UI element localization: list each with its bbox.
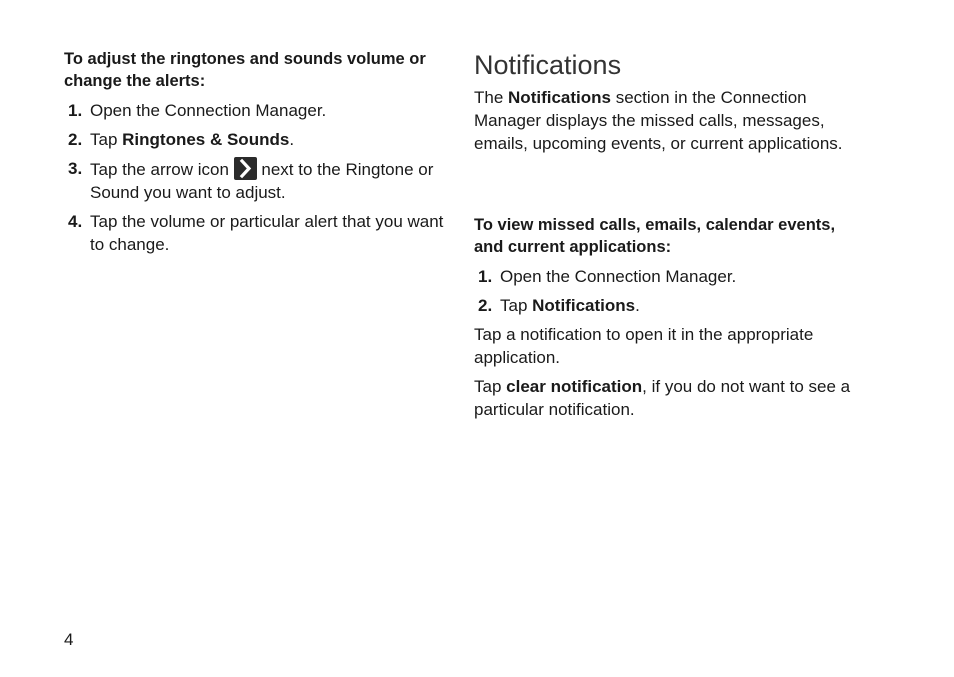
list-item bbox=[474, 294, 864, 317]
intro-pre: The bbox=[474, 88, 509, 107]
step-number: 2. bbox=[68, 130, 83, 149]
step-number: 3. bbox=[68, 159, 83, 178]
page-number: 4 bbox=[64, 630, 74, 649]
clear-notification-label: clear notification bbox=[506, 377, 643, 396]
chevron-right-icon bbox=[234, 157, 257, 180]
ringtones-steps bbox=[64, 99, 444, 262]
clear-notification-paragraph bbox=[474, 375, 864, 421]
page-title: Notifications bbox=[474, 50, 622, 80]
list-item bbox=[64, 210, 444, 256]
step-text: Open the Connection Manager. bbox=[500, 267, 737, 286]
step-text: Open the Connection Manager. bbox=[90, 101, 327, 120]
step-text-post: next to the Ringtone or Sound you want to adjust. bbox=[90, 160, 434, 202]
notifications-label: Notifications bbox=[508, 88, 611, 107]
step-text: Tap the volume or particular alert that you want to change. bbox=[90, 212, 444, 254]
para2-pre: Tap bbox=[474, 377, 507, 396]
list-item bbox=[474, 265, 864, 288]
ringtones-sounds-label: Ringtones & Sounds bbox=[122, 130, 290, 149]
step-text-post: . bbox=[289, 130, 295, 149]
step-number: 4. bbox=[68, 212, 83, 231]
step-number: 2. bbox=[478, 296, 493, 315]
step-number: 1. bbox=[478, 267, 493, 286]
open-notification-paragraph: Tap a notification to open it in the appropriate application. bbox=[474, 325, 814, 367]
para2-post: , if you do not want to see a particular notification. bbox=[474, 377, 851, 419]
list-item bbox=[64, 128, 444, 151]
step-text-pre: Tap the arrow icon bbox=[90, 160, 234, 179]
notifications-intro bbox=[474, 86, 864, 155]
notifications-label: Notifications bbox=[532, 296, 636, 315]
intro-post: section in the Connection Manager displays the missed calls, messages, emails, upcoming events, or current applications. bbox=[474, 88, 843, 153]
notifications-steps bbox=[474, 265, 864, 323]
ringtones-subheading: To adjust the ringtones and sounds volume or change the alerts: bbox=[64, 50, 426, 90]
step-number: 1. bbox=[68, 101, 83, 120]
step-text-pre: Tap bbox=[500, 296, 533, 315]
list-item bbox=[64, 99, 444, 122]
step-text-post: . bbox=[635, 296, 640, 315]
step-text-pre: Tap bbox=[90, 130, 123, 149]
list-item bbox=[64, 157, 444, 204]
notifications-subheading: To view missed calls, emails, calendar events, and current applications: bbox=[474, 216, 836, 256]
